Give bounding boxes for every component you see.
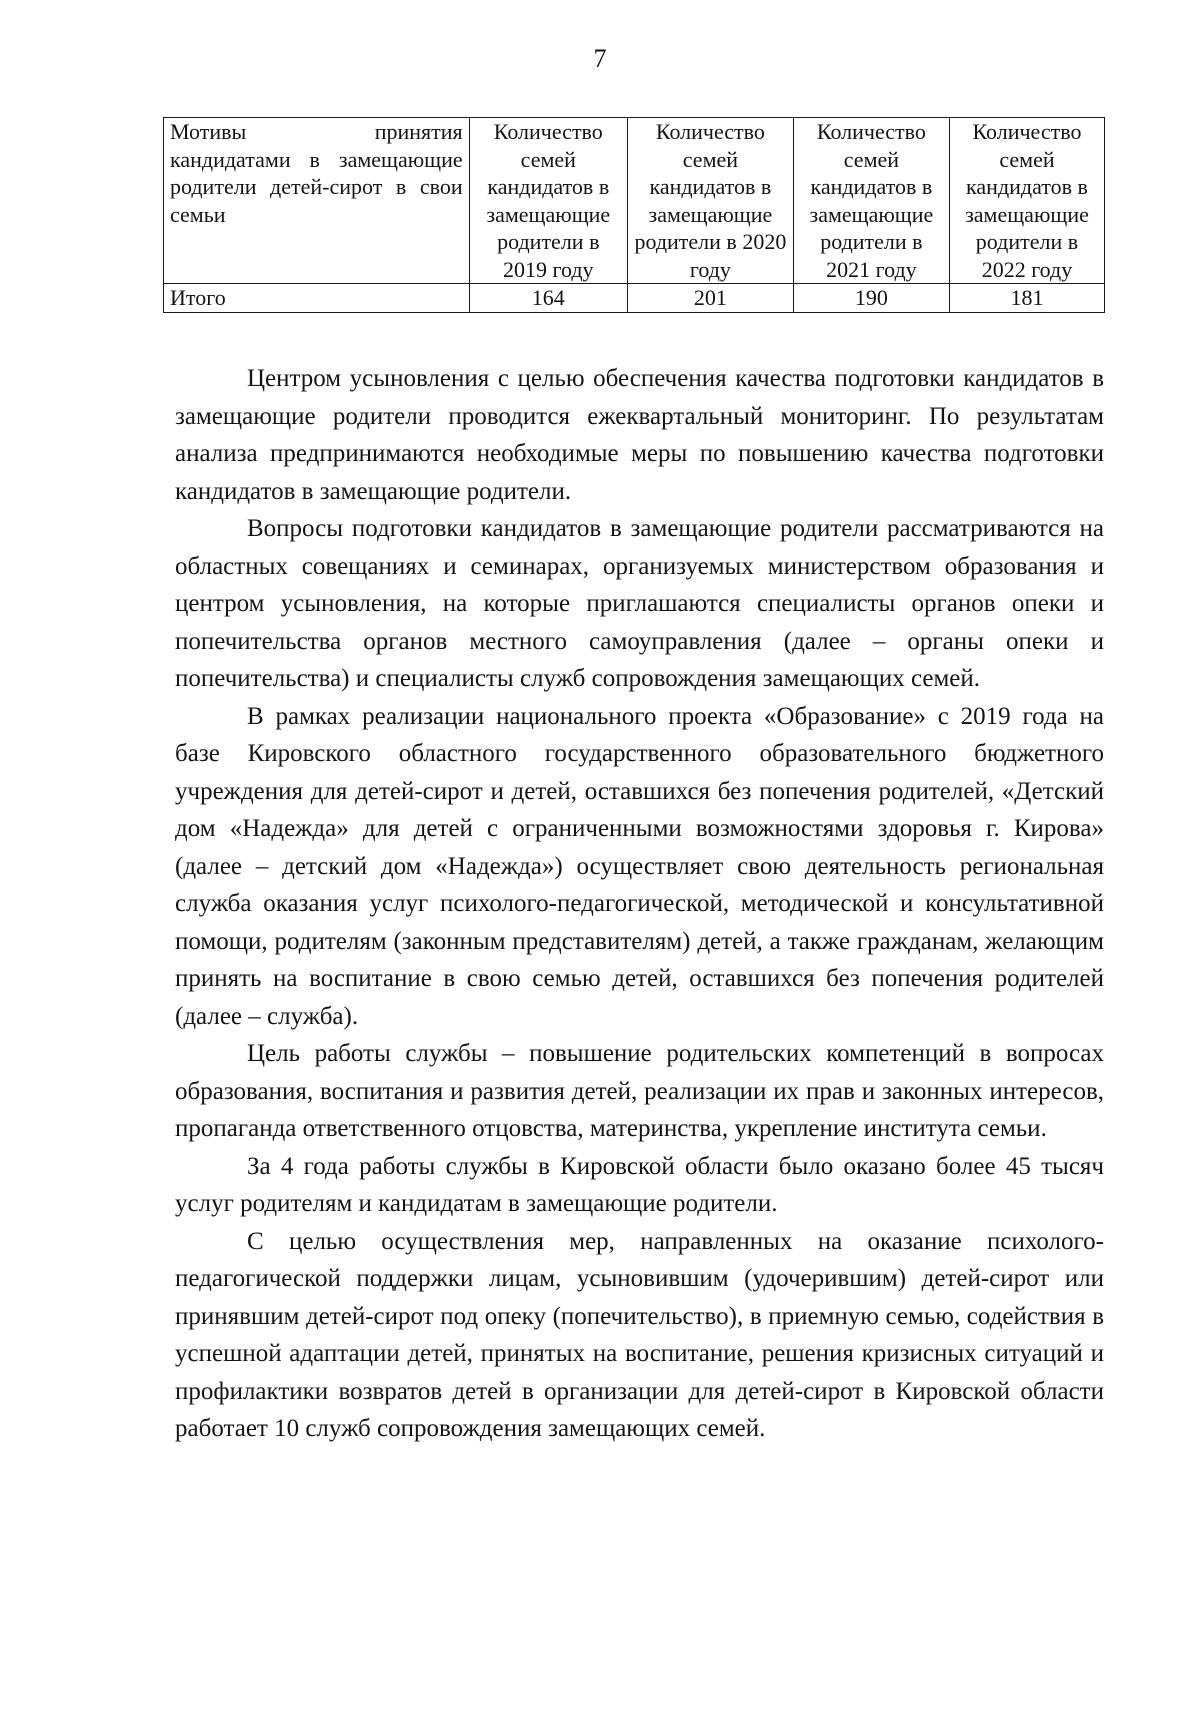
paragraph-support-services: С целью осуществления мер, направленных на оказание психолого-педагогической поддержки лицам, усыновившим (удочерившим) детей-сирот или принявшим детей-сирот под опеку (попечительство), в приемную семью, содействия в успешной адаптации детей, принятых на воспитание, решения кризисных ситуаций и профилактики возвратов детей в организации для детей-сирот в Кировской области работает 10 служб сопровождения замещающих семей. <box>175 1227 1104 1442</box>
document-body <box>175 360 1104 1448</box>
year-header-2021: Количество семей кандидатов в замещающие родители в 2021 году <box>793 118 949 284</box>
year-header-2019: Количество семей кандидатов в замещающие родители в 2019 году <box>469 118 627 284</box>
total-2022: 181 <box>949 284 1104 313</box>
year-header-2020: Количество семей кандидатов в замещающие родители в 2020 году <box>627 118 793 284</box>
motive-header: Мотивы принятия кандидатами в замещающие родители детей-сирот в свои семьи <box>164 118 470 284</box>
table-header-row <box>164 118 1105 284</box>
total-2019: 164 <box>469 284 627 313</box>
paragraph-service-results: За 4 года работы службы в Кировской области было оказано более 45 тысяч услуг родителям и кандидатам в замещающие родители. <box>175 1152 1104 1217</box>
paragraph-monitoring: Центром усыновления с целью обеспечения качества подготовки кандидатов в замещающие родители проводится ежеквартальный мониторинг. По результатам анализа предпринимаются необходимые меры по повышению качества подготовки кандидатов в замещающие родители. <box>175 365 1104 505</box>
total-label: Итого <box>164 284 470 313</box>
page-number: 7 <box>593 44 607 73</box>
paragraph-national-project: В рамках реализации национального проекта «Образование» с 2019 года на базе Кировского областного государственного образовательного бюджетного учреждения для детей-сирот и детей, оставшихся без попечения родителей, «Детский дом «Надежда» для детей с ограниченными возможностями здоровья г. Кирова» (далее – детский дом «Надежда») осуществляет свою деятельность региональная служба оказания услуг психолого-педагогической, методической и консультативной помощи, родителям (законным представителям) детей, а также гражданам, желающим принять на воспитание в свою семью детей, оставшихся без попечения родителей (далее – служба). <box>175 702 1104 1030</box>
year-header-2022: Количество семей кандидатов в замещающие родители в 2022 году <box>949 118 1104 284</box>
paragraph-seminars: Вопросы подготовки кандидатов в замещающие родители рассматриваются на областных совещаниях и семинарах, организуемых министерством образования и центром усыновления, на которые приглашаются специалисты органов опеки и попечительства органов местного самоуправления (далее – органы опеки и попечительства) и специалисты служб сопровождения замещающих семей. <box>175 515 1104 692</box>
table-row-total <box>164 284 1105 313</box>
paragraph-service-goal: Цель работы службы – повышение родительских компетенций в вопросах образования, воспитания и развития детей, реализации их прав и законных интересов, пропаганда ответственного отцовства, материнства, укрепление института семьи. <box>175 1040 1104 1142</box>
total-2021: 190 <box>793 284 949 313</box>
candidates-table <box>163 117 1105 313</box>
total-2020: 201 <box>627 284 793 313</box>
